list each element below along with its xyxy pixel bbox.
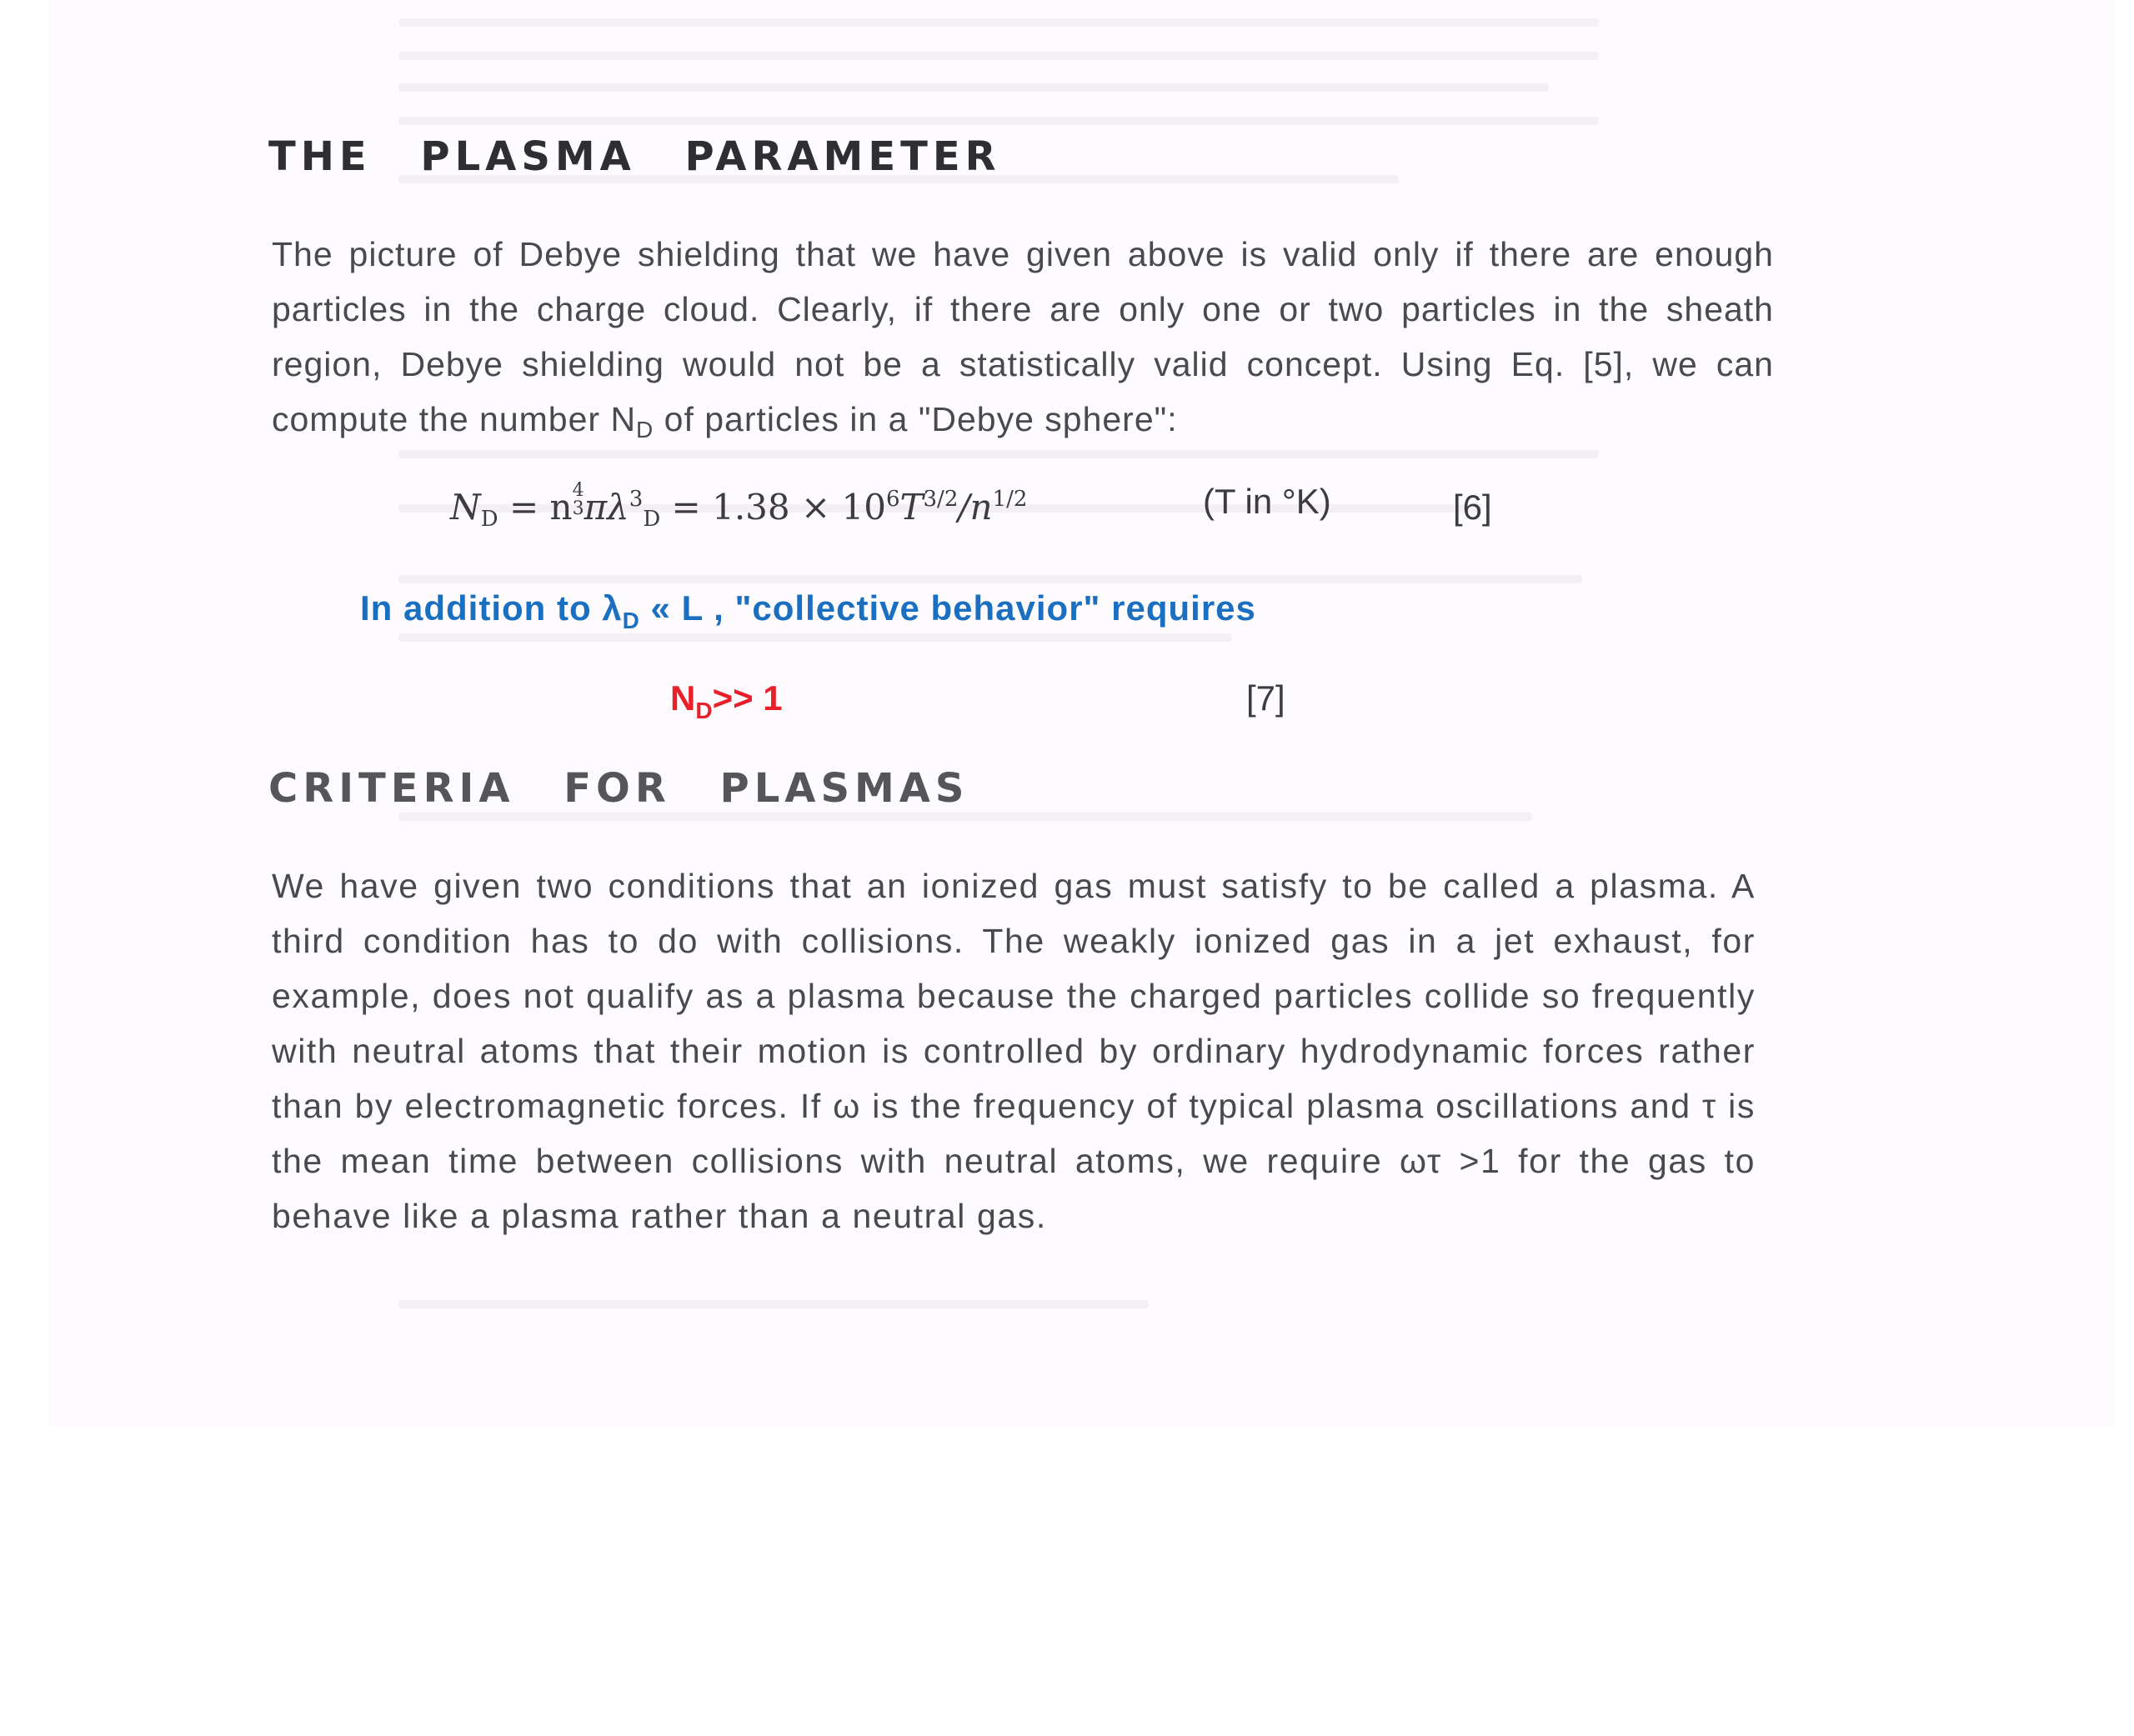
show-through-line xyxy=(398,450,1599,458)
omega-tau-symbol: ωτ xyxy=(1400,1142,1442,1180)
paragraph-text: The picture of Debye shielding that we have given above is valid only if there are enough particles in the charge cloud. Clearly, if there are only one or two particles in the sheath region, Debye shielding would not be a statistically valid concept. Using Eq. [5], we can compute the number N xyxy=(272,235,1774,438)
section-heading-plasma-parameter: THE PLASMA PARAMETER xyxy=(268,133,1001,180)
paragraph-text: of particles in a "Debye sphere": xyxy=(654,400,1178,438)
formula-superscript: 6 xyxy=(885,487,900,512)
omega-symbol: ω xyxy=(833,1087,861,1125)
equation-6 xyxy=(450,482,1534,540)
paragraph-text: is the frequency of typical plasma oscillations and xyxy=(860,1087,1702,1125)
formula-text: = n xyxy=(498,487,573,528)
subscript: D xyxy=(636,417,654,443)
show-through-line xyxy=(398,575,1582,583)
fraction-numerator: 4 xyxy=(572,480,584,501)
condition-subscript: D xyxy=(695,698,713,723)
show-through-line xyxy=(398,813,1532,821)
paragraph-collisions xyxy=(272,858,1756,1243)
formula-symbol: πλ xyxy=(584,487,629,528)
condition-symbol: N xyxy=(670,678,696,718)
equation-7-condition xyxy=(670,678,783,723)
section-heading-criteria-for-plasmas: CRITERIA FOR PLASMAS xyxy=(268,765,969,812)
equation-6-condition: (T in °K) xyxy=(1203,482,1331,521)
equation-number-6: [6] xyxy=(1453,488,1492,527)
formula-superscript: 3/2 xyxy=(923,487,959,512)
show-through-line xyxy=(398,52,1599,60)
formula-symbol: T xyxy=(899,487,924,528)
formula-superscript: 3 xyxy=(629,487,644,512)
show-through-line xyxy=(398,1300,1149,1308)
formula-subscript: D xyxy=(643,507,661,532)
show-through-line xyxy=(398,633,1232,642)
show-through-line xyxy=(398,117,1599,125)
note-subscript: D xyxy=(622,608,640,633)
fraction xyxy=(573,482,584,518)
paragraph-text: We have given two conditions that an ionized gas must satisfy to be called a plasma. A third condition has to do with collisions. The weakly ionized gas in a jet exhaust, for example, does not qualify as a plasma because the charged particles collide so frequently with neutral atoms that their motion is controlled by ordinary hydrodynamic forces rather than by electromagnetic forces. If xyxy=(272,867,1756,1125)
condition-relation: >> 1 xyxy=(712,678,783,718)
show-through-line xyxy=(398,83,1549,92)
note-text: « L , "collective behavior" requires xyxy=(639,588,1256,628)
collective-behavior-note xyxy=(360,588,1256,633)
tau-symbol: τ xyxy=(1702,1087,1717,1125)
paragraph-debye-sphere xyxy=(272,227,1774,447)
paragraph-text: is the mean time between collisions with neutral atoms, we require xyxy=(272,1087,1756,1180)
show-through-line xyxy=(398,18,1599,27)
note-text: In addition to λ xyxy=(360,588,623,628)
equation-6-formula xyxy=(450,480,1028,532)
formula-text: = 1.38 × 10 xyxy=(660,487,886,528)
paragraph-text: >1 for the gas to behave like a plasma rather than a neutral gas. xyxy=(272,1142,1756,1235)
fraction-denominator: 3 xyxy=(572,498,584,519)
formula-symbol: /n xyxy=(958,487,993,528)
formula-subscript: D xyxy=(480,507,498,532)
formula-symbol: N xyxy=(450,487,481,528)
equation-number-7: [7] xyxy=(1246,678,1285,718)
formula-superscript: 1/2 xyxy=(992,487,1028,512)
